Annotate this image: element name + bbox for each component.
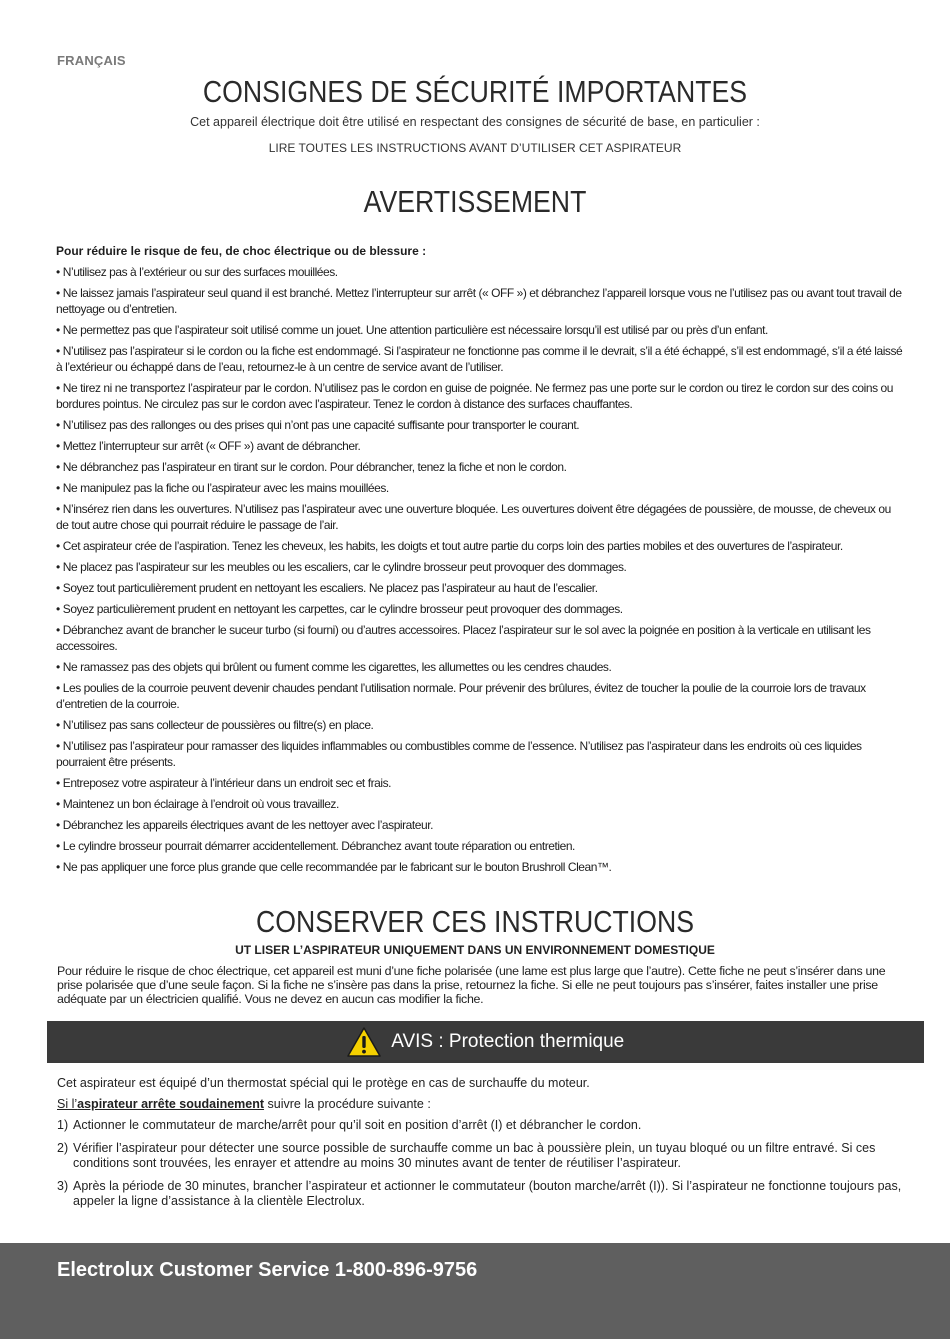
- thermal-step: 2) Vérifier l’aspirateur pour détecter une source possible de surchauffe comme un bac à poussière plein, un tuyau bloqué ou un filtre entravé. Si ces conditions sont trouvées, les enrayer et attendre au moins 30 minutes avant de tenter de réutiliser l’aspirateur.: [57, 1141, 876, 1170]
- thermal-protection-section: [57, 1076, 902, 1217]
- warning-item: • Ne laissez jamais l’aspirateur seul quand il est branché. Mettez l’interrupteur sur arrêt (« OFF ») et débranchez l’appareil lorsque vous ne l’utilisez pas ou avant tout travail de nettoyage ou d’entretien.: [56, 286, 902, 316]
- warning-item: • N’utilisez pas l’aspirateur pour ramasser des liquides inflammables ou combustibles comme de l’essence. N’utilisez pas l’aspirateur dans les endroits où ces liquides pourraient être présents.: [56, 739, 862, 769]
- warning-item: • Entreposez votre aspirateur à l’intérieur dans un endroit sec et frais.: [56, 776, 392, 790]
- warning-item: • Mettez l’interrupteur sur arrêt (« OFF ») avant de débrancher.: [56, 439, 361, 453]
- warning-item: • N’utilisez pas des rallonges ou des prises qui n’ont pas une capacité suffisante pour transporter le courant.: [56, 418, 580, 432]
- warning-item: • Les poulies de la courroie peuvent devenir chaudes pendant l’utilisation normale. Pour prévenir des brûlures, évitez de toucher la poulie de la courroie lors de travaux d’entretien de la courroie.: [56, 681, 866, 711]
- warning-section: [56, 244, 906, 880]
- safety-intro: Cet appareil électrique doit être utilisé en respectant des consignes de sécurité de base, en particulier :: [190, 115, 760, 129]
- thermal-intro: Cet aspirateur est équipé d’un thermostat spécial qui le protège en cas de surchauffe du moteur.: [57, 1076, 590, 1090]
- warning-item: • Débranchez les appareils électriques avant de les nettoyer avec l’aspirateur.: [56, 818, 434, 832]
- warning-item: • Ne ramassez pas des objets qui brûlent ou fument comme les cigarettes, les allumettes ou les cendres chaudes.: [56, 660, 612, 674]
- footer-bar: [0, 1243, 950, 1339]
- warning-item: • N’utilisez pas sans collecteur de poussières ou filtre(s) en place.: [56, 718, 374, 732]
- thermal-step: 1) Actionner le commutateur de marche/arrêt pour qu’il soit en position d’arrêt (I) et débrancher le cordon.: [57, 1118, 642, 1132]
- domestic-use-subtitle: UT LISER L’ASPIRATEUR UNIQUEMENT DANS UN ENVIRONNEMENT DOMESTIQUE: [235, 943, 715, 957]
- warning-lead: Pour réduire le risque de feu, de choc électrique ou de blessure :: [56, 244, 427, 258]
- warning-item: • Maintenez un bon éclairage à l’endroit où vous travaillez.: [56, 797, 339, 811]
- warning-item: • Ne pas appliquer une force plus grande que celle recommandée par le fabricant sur le bouton Brushroll Clean™.: [56, 860, 612, 874]
- read-all-instructions: LIRE TOUTES LES INSTRUCTIONS AVANT D’UTILISER CET ASPIRATEUR: [268, 141, 682, 155]
- warning-item: • Cet aspirateur crée de l’aspiration. Tenez les cheveux, les habits, les doigts et tout autre partie du corps loin des parties mobiles et des ouvertures de l’aspirateur.: [56, 539, 843, 553]
- notice-banner-title: AVIS : Protection thermique: [391, 1031, 625, 1052]
- warning-item: • Soyez particulièrement prudent en nettoyant les carpettes, car le cylindre brosseur peut provoquer des dommages.: [56, 602, 623, 616]
- thermal-steps: [57, 1118, 902, 1209]
- warning-item: • Le cylindre brosseur pourrait démarrer accidentellement. Débranchez avant toute réparation ou entretien.: [56, 839, 575, 853]
- save-instructions-title: CONSERVER CES INSTRUCTIONS: [256, 904, 694, 939]
- customer-service-line: Electrolux Customer Service 1-800-896-9756: [57, 1259, 478, 1281]
- notice-banner: [47, 1021, 924, 1063]
- warning-item: • Débranchez avant de brancher le suceur turbo (si fourni) ou d’autres accessoires. Placez l’aspirateur sur le sol avec la poignée en position à la verticale en utilisant les accessoires.: [56, 623, 871, 653]
- thermal-condition: Si l’aspirateur arrête soudainement suivre la procédure suivante :: [57, 1097, 431, 1111]
- warning-item: • Soyez tout particulièrement prudent en nettoyant les escaliers. Ne placez pas l’aspirateur au haut de l’escalier.: [56, 581, 598, 595]
- warning-title: AVERTISSEMENT: [363, 184, 587, 219]
- warning-list: [56, 264, 906, 875]
- language-label: FRANÇAIS: [57, 53, 126, 68]
- warning-item: • Ne manipulez pas la fiche ou l’aspirateur avec les mains mouillées.: [56, 481, 389, 495]
- warning-item: • N’insérez rien dans les ouvertures. N’utilisez pas l’aspirateur avec une ouverture bloquée. Les ouvertures doivent être dégagées de poussière, de mousse, de cheveux ou de tout autre chose qui pourrait réduire le passage de l’air.: [56, 502, 891, 532]
- warning-item: • Ne placez pas l’aspirateur sur les meubles ou les escaliers, car le cylindre brosseur peut provoquer des dommages.: [56, 560, 627, 574]
- warning-item: • Ne débranchez pas l’aspirateur en tirant sur le cordon. Pour débrancher, tenez la fiche et non le cordon.: [56, 460, 567, 474]
- warning-item: • Ne permettez pas que l’aspirateur soit utilisé comme un jouet. Une attention particulière est nécessaire lorsqu’il est utilisé par ou près d’un enfant.: [56, 323, 768, 337]
- thermal-step: 3) Après la période de 30 minutes, brancher l’aspirateur et actionner le commutateur (bouton marche/arrêt (I)). Si l’aspirateur ne fonctionne toujours pas, appeler la ligne d’assistance à la clientèle Electrolux.: [57, 1179, 902, 1208]
- warning-item: • N’utilisez pas à l’extérieur ou sur des surfaces mouillées.: [56, 265, 338, 279]
- safety-title: CONSIGNES DE SÉCURITÉ IMPORTANTES: [202, 74, 748, 109]
- polarized-plug-text: Pour réduire le risque de choc électrique, cet appareil est muni d’une fiche polarisée (une lame est plus large que l’autre). Cette fiche ne peut s’insérer dans une prise polarisée que d’une seule façon. Si la fiche ne s’insère pas dans la prise, retournez la fiche. Si elle ne peut toujours pas s’insérer, faites installer une prise adéquate par un électricien qualifié. Vous ne devez en aucun cas modifier la fiche.: [57, 964, 886, 1006]
- warning-item: • Ne tirez ni ne transportez l’aspirateur par le cordon. N’utilisez pas le cordon en guise de poignée. Ne fermez pas une porte sur le cordon ou tirez le cordon sur des coins ou bordures pointus. Ne circulez pas sur le cordon avec l’aspirateur. Tenez le cordon à distance des surfaces chauffantes.: [56, 381, 893, 411]
- warning-item: • N’utilisez pas l’aspirateur si le cordon ou la fiche est endommagé. Si l’aspirateur ne fonctionne pas comme il le devrait, s’il a été échappé, s’il est endommagé, s’il a été laissé à l’extérieur ou échappé dans de l’eau, retournez-le à un centre de service avant de l’utiliser.: [56, 344, 903, 374]
- warning-triangle-icon: [347, 1027, 381, 1057]
